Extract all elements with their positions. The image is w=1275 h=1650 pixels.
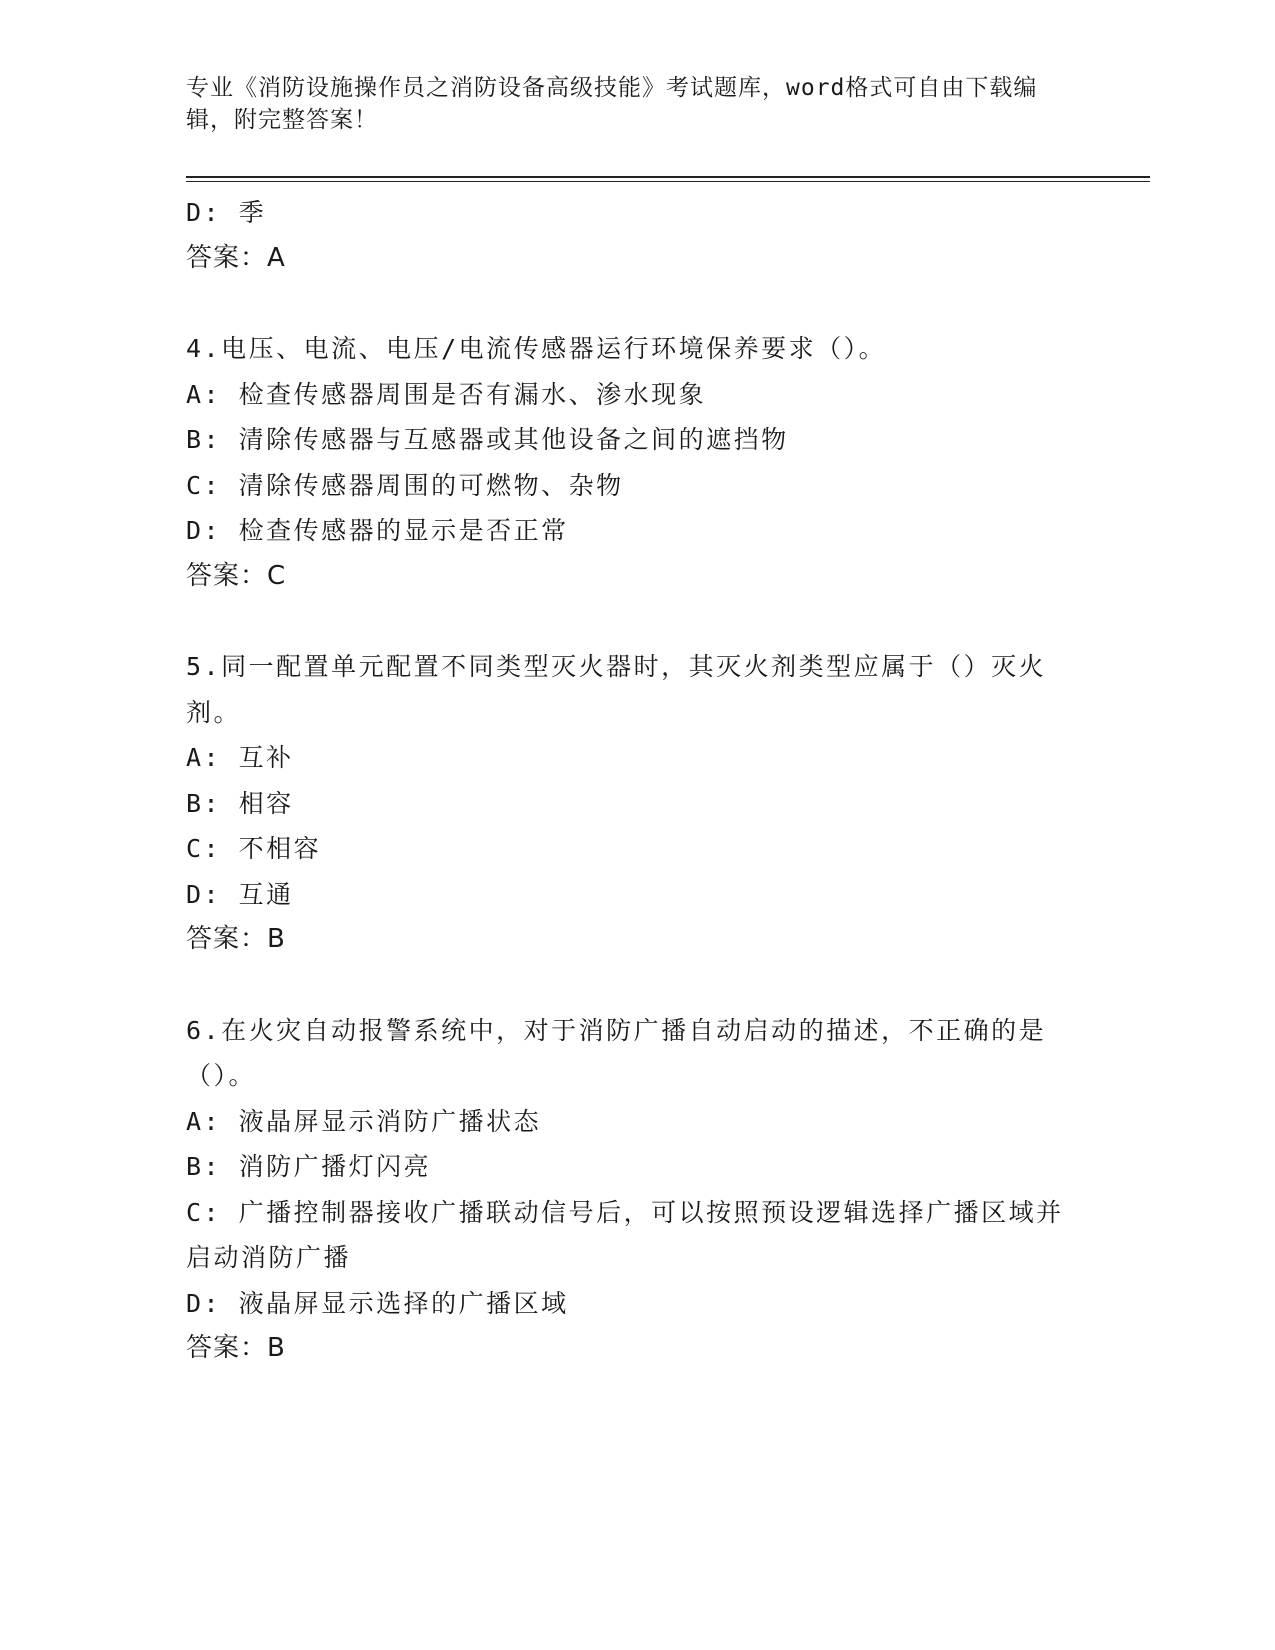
option-d: D: 检查传感器的显示是否正常 (186, 516, 569, 545)
prev-answer: 答案：A (186, 242, 286, 273)
question-stem: 6.在火灾自动报警系统中，对于消防广播自动启动的描述，不正确的是（）。 (186, 1015, 1047, 1090)
question-list (186, 190, 1066, 1372)
question-4 (186, 326, 1066, 599)
option-c: C: 广播控制器接收广播联动信号后，可以按照预设逻辑选择广播区域并启动消防广播 (186, 1197, 1064, 1272)
option-b: B: 消防广播灯闪亮 (186, 1152, 432, 1181)
page-header: 专业《消防设施操作员之消防设备高级技能》考试题库，word格式可自由下载编辑，附完整答案！ (186, 75, 1038, 133)
header-divider (186, 176, 1150, 178)
option-d: D: 互通 (186, 879, 294, 909)
prev-option-d: D: 季 (186, 198, 267, 227)
option-c: C: 清除传感器周围的可燃物、杂物 (186, 470, 624, 500)
option-b: B: 清除传感器与互感器或其他设备之间的遮挡物 (186, 425, 789, 454)
option-b: B: 相容 (186, 788, 294, 818)
question-answer: 答案：C (186, 560, 287, 591)
question-5 (186, 644, 1066, 963)
option-a: A: 互补 (186, 743, 294, 772)
question-stem: 4.电压、电流、电压/电流传感器运行环境保养要求（）。 (186, 334, 887, 363)
option-d: D: 液晶屏显示选择的广播区域 (186, 1288, 569, 1318)
header-divider-thin (186, 181, 1150, 182)
option-a: A: 液晶屏显示消防广播状态 (186, 1106, 542, 1136)
question-answer: 答案：B (186, 1333, 286, 1363)
question-answer: 答案：B (186, 924, 286, 954)
question-6 (186, 1008, 1066, 1372)
option-c: C: 不相容 (186, 834, 322, 863)
option-a: A: 检查传感器周围是否有漏水、渗水现象 (186, 379, 707, 409)
question-stem: 5.同一配置单元配置不同类型灭火器时，其灭火剂类型应属于（）灭火剂。 (186, 652, 1047, 727)
